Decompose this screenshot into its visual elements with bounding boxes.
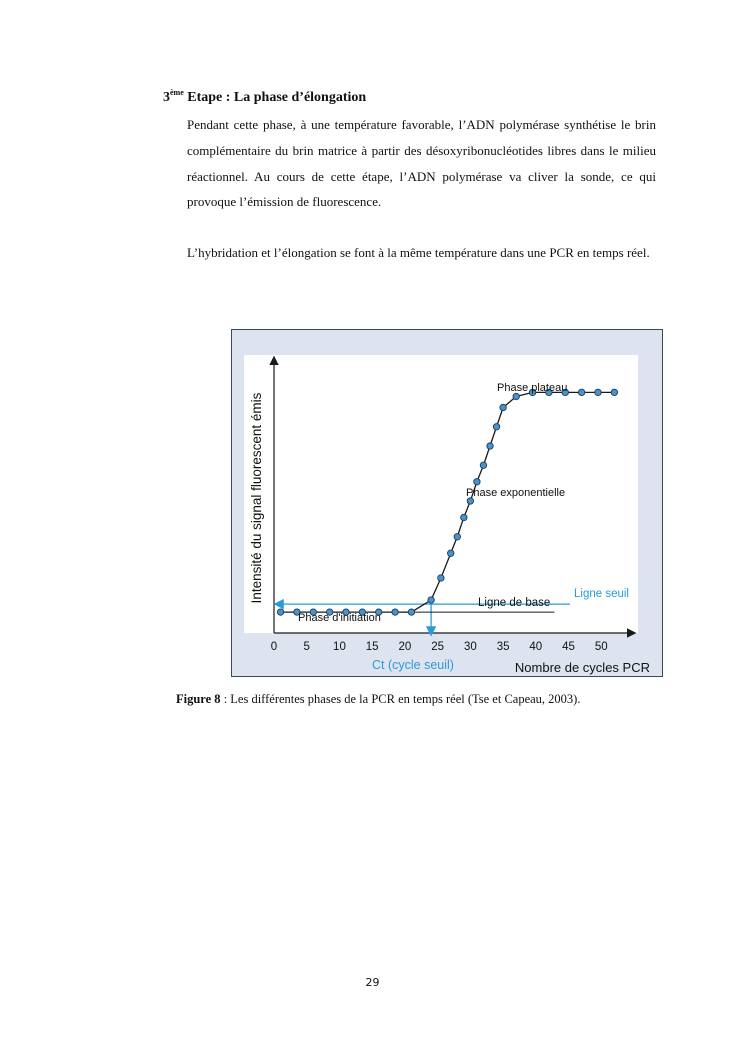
data-point xyxy=(513,393,519,399)
paragraph-hybridation: L’hybridation et l’élongation se font à la même température dans une PCR en temps réel. xyxy=(187,245,650,260)
data-point xyxy=(611,389,617,395)
data-point xyxy=(578,389,584,395)
annotation-baseline: Ligne de base xyxy=(478,597,551,609)
pcr-amplification-chart xyxy=(232,330,664,678)
data-point xyxy=(487,443,493,449)
annotation-exponential: Phase exponentielle xyxy=(466,487,566,499)
data-point xyxy=(474,479,480,485)
data-point xyxy=(448,550,454,556)
caption-label: Figure 8 xyxy=(176,692,221,706)
x-tick-label: 10 xyxy=(333,641,346,653)
data-point xyxy=(500,404,506,410)
pcr-figure xyxy=(231,329,663,677)
x-tick-label: 30 xyxy=(463,641,477,653)
heading-ordinal-suffix: ème xyxy=(170,88,184,97)
section-heading xyxy=(163,88,366,106)
heading-title: Etape : La phase d’élongation xyxy=(183,90,367,105)
x-tick-label: 0 xyxy=(270,641,278,653)
figure-caption xyxy=(176,692,580,707)
x-tick-label: 40 xyxy=(529,641,543,653)
y-axis-label: Intensité du signal fluorescent émis xyxy=(249,392,264,604)
data-point xyxy=(454,534,460,540)
data-point xyxy=(408,609,414,615)
x-tick-label: 45 xyxy=(562,641,575,653)
data-point xyxy=(428,597,434,603)
caption-text: : Les différentes phases de la PCR en temps réel (Tse et Capeau, 2003). xyxy=(220,692,581,706)
x-axis-label: Nombre de cycles PCR xyxy=(514,660,650,675)
annotation-threshold: Ligne seuil xyxy=(574,588,629,600)
data-point xyxy=(461,514,467,520)
page-number: 29 xyxy=(365,976,380,989)
data-point xyxy=(493,424,499,430)
data-point xyxy=(595,389,601,395)
x-tick-label: 15 xyxy=(365,641,379,653)
annotation-plateau: Phase plateau xyxy=(497,382,568,394)
x-tick-label: 35 xyxy=(496,641,510,653)
data-point xyxy=(277,609,283,615)
x-tick-label: 50 xyxy=(594,641,608,653)
data-point xyxy=(480,462,486,468)
heading-ordinal: 3 xyxy=(163,90,170,105)
paragraph-elongation: Pendant cette phase, à une température favorable, l’ADN polymérase synthétise le brin complémentaire du brin matrice à partir des désoxyribonucléotides libres dans le milieu réactionnel. Au cours de cette étape, l’ADN polymérase va cliver la sonde, ce qui provoque l’émission de fluorescence. xyxy=(187,117,656,210)
annotation-ct: Ct (cycle seuil) xyxy=(372,658,454,672)
annotation-initiation: Phase d'initiation xyxy=(298,612,381,624)
x-tick-label: 20 xyxy=(398,641,412,653)
data-point xyxy=(392,609,398,615)
x-tick-label: 25 xyxy=(431,641,445,653)
x-tick-label: 5 xyxy=(303,641,310,653)
data-point xyxy=(438,575,444,581)
